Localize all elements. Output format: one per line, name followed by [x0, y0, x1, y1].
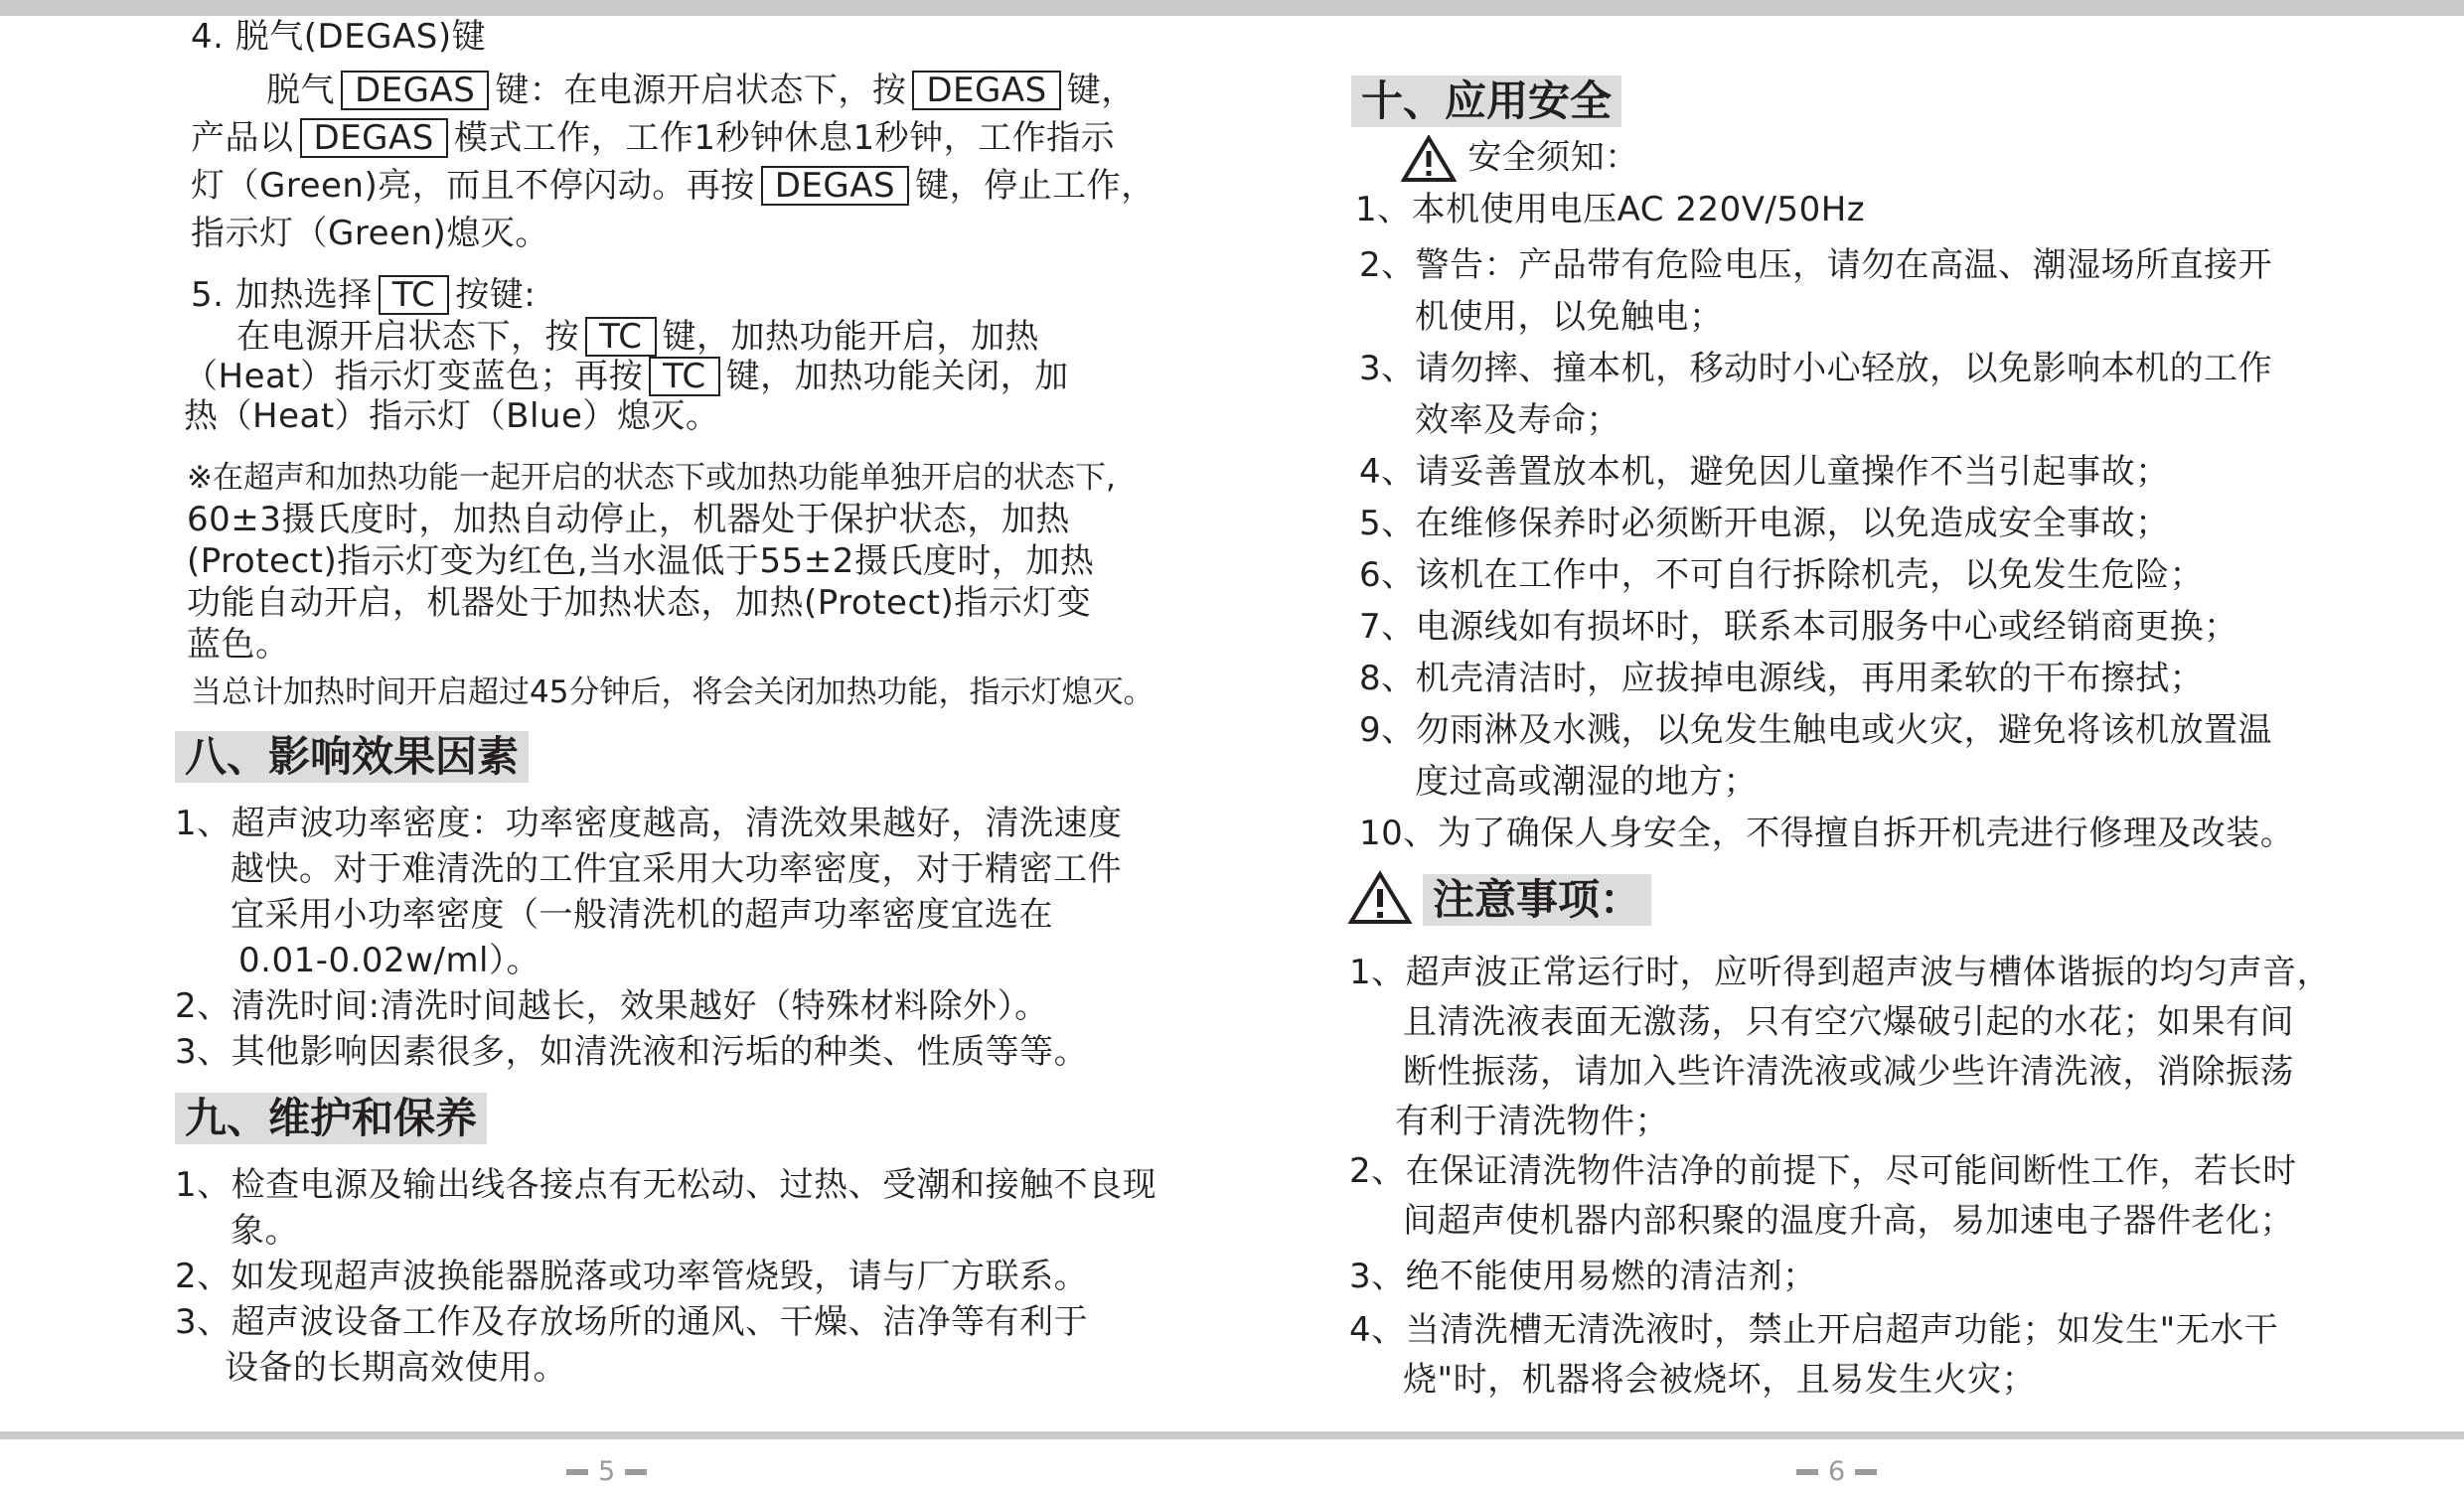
section-10-line: 2、警告：产品带有危险电压，请勿在高温、潮湿场所直接开 [1359, 245, 2273, 285]
section-10-line: 5、在维修保养时必须断开电源，以免造成安全事故； [1359, 504, 2170, 543]
note-line: ※在超声和加热功能一起开启的状态下或加热功能单独开启的状态下, [187, 460, 1116, 496]
tc-line-3: 热（Heat）指示灯（Blue）熄灭。 [184, 396, 720, 436]
section-9-line: 3、超声波设备工作及存放场所的通风、干燥、洁净等有利于 [175, 1302, 1089, 1342]
notice-line: 3、绝不能使用易燃的清洁剂； [1349, 1257, 1817, 1296]
page-number-right: 6 [1796, 1456, 1877, 1487]
section-10-title: 十、应用安全 [1351, 75, 1621, 127]
degas-heading: 4. 脱气(DEGAS)键 [191, 17, 487, 57]
note-line: 功能自动开启，机器处于加热状态，加热(Protect)指示灯变 [187, 583, 1092, 623]
degas-line-2: 产品以 DEGAS 模式工作，工作1秒钟休息1秒钟，工作指示 [191, 118, 1116, 158]
section-9-line: 设备的长期高效使用。 [225, 1348, 567, 1388]
section-8-line: 3、其他影响因素很多，如清洗液和污垢的种类、性质等等。 [175, 1032, 1089, 1072]
tc-line-1: 在电源开启状态下，按 TC 键，加热功能开启，加热 [236, 317, 1040, 357]
tc-line-2: （Heat）指示灯变蓝色；再按 TC 键，加热功能关闭，加 [184, 357, 1069, 396]
note-line: 蓝色。 [187, 625, 290, 665]
top-border [0, 0, 2464, 16]
notice-title: 注意事项： [1423, 874, 1651, 926]
note-2: 当总计加热时间开启超过45分钟后，将会关闭加热功能，指示灯熄灭。 [191, 674, 1155, 710]
section-10-line: 7、电源线如有损坏时，联系本司服务中心或经销商更换； [1359, 607, 2238, 647]
safety-notice-label: 安全须知： [1401, 135, 1639, 183]
section-8-line: 0.01-0.02w/ml）。 [238, 941, 541, 980]
tc-key-box: TC [585, 317, 657, 357]
section-9-line: 2、如发现超声波换能器脱落或功率管烧毁，请与厂方联系。 [175, 1257, 1089, 1296]
bottom-border [0, 1431, 2464, 1439]
notice-line: 且清洗液表面无激荡，只有空穴爆破引起的水花；如果有间 [1403, 1002, 2294, 1042]
section-10-line: 效率及寿命； [1415, 400, 1620, 440]
notice-line: 间超声使机器内部积聚的温度升高，易加速电子器件老化； [1403, 1201, 2294, 1241]
section-9-line: 1、检查电源及输出线各接点有无松动、过热、受潮和接触不良现 [175, 1165, 1157, 1205]
section-10-line: 3、请勿摔、撞本机，移动时小心轻放，以免影响本机的工作 [1359, 349, 2273, 388]
section-10-line: 9、勿雨淋及水溅，以免发生触电或火灾，避免将该机放置温 [1359, 710, 2273, 750]
notice-line: 1、超声波正常运行时，应听得到超声波与槽体谐振的均匀声音， [1349, 953, 2332, 992]
degas-line-3: 灯（Green)亮，而且不停闪动。再按 DEGAS 键，停止工作， [191, 166, 1155, 206]
section-10-line: 机使用，以免触电； [1415, 297, 1724, 337]
degas-key-box: DEGAS [300, 118, 448, 158]
section-10-line: 10、为了确保人身安全，不得擅自拆开机壳进行修理及改装。 [1359, 814, 2295, 853]
section-9-title: 九、维护和保养 [175, 1093, 487, 1144]
degas-line-4: 指示灯（Green)熄灭。 [191, 214, 549, 253]
notice-line: 有利于清洗物件； [1395, 1102, 1669, 1141]
section-9-line: 象。 [231, 1211, 299, 1251]
section-10-line: 1、本机使用电压AC 220V/50Hz [1355, 190, 1866, 229]
section-10-line: 度过高或潮湿的地方； [1415, 762, 1758, 802]
degas-line-1: 脱气 DEGAS 键：在电源开启状态下，按 DEGAS 键， [266, 71, 1136, 110]
section-8-line: 1、超声波功率密度：功率密度越高，清洗效果越好，清洗速度 [175, 804, 1123, 843]
section-8-line: 2、清洗时间:清洗时间越长，效果越好（特殊材料除外）。 [175, 986, 1049, 1026]
tc-key-box: TC [649, 357, 720, 396]
degas-key-box: DEGAS [761, 166, 909, 206]
section-8-line: 越快。对于难清洗的工件宜采用大功率密度，对于精密工件 [231, 849, 1122, 889]
section-10-line: 4、请妥善置放本机，避免因儿童操作不当引起事故； [1359, 452, 2170, 492]
notice-line: 2、在保证清洗物件洁净的前提下，尽可能间断性工作，若长时 [1349, 1151, 2297, 1191]
tc-heading: 5. 加热选择 TC 按键: [191, 275, 537, 315]
degas-key-box: DEGAS [341, 71, 489, 110]
notice-line: 烧"时，机器将会被烧坏，且易发生火灾； [1403, 1360, 2037, 1400]
page-number-left: 5 [566, 1456, 647, 1487]
section-10-line: 6、该机在工作中，不可自行拆除机壳，以免发生危险； [1359, 555, 2205, 595]
warning-icon [1401, 135, 1457, 183]
degas-key-box: DEGAS [912, 71, 1060, 110]
notice-line: 断性振荡，请加入些许清洗液或减少些许清洗液，消除振荡 [1403, 1052, 2294, 1092]
warning-icon [1347, 870, 1413, 926]
section-8-title: 八、影响效果因素 [175, 731, 529, 783]
note-line: 60±3摄氏度时，加热自动停止，机器处于保护状态，加热 [187, 500, 1070, 539]
notice-line: 4、当清洗槽无清洗液时，禁止开启超声功能；如发生"无水干 [1349, 1310, 2279, 1350]
note-line: (Protect)指示灯变为红色,当水温低于55±2摄氏度时，加热 [187, 541, 1095, 581]
section-10-line: 8、机壳清洁时，应拔掉电源线，再用柔软的干布擦拭； [1359, 659, 2205, 698]
section-8-line: 宜采用小功率密度（一般清洗机的超声功率密度宜选在 [231, 895, 1053, 935]
tc-key-box: TC [379, 275, 450, 315]
